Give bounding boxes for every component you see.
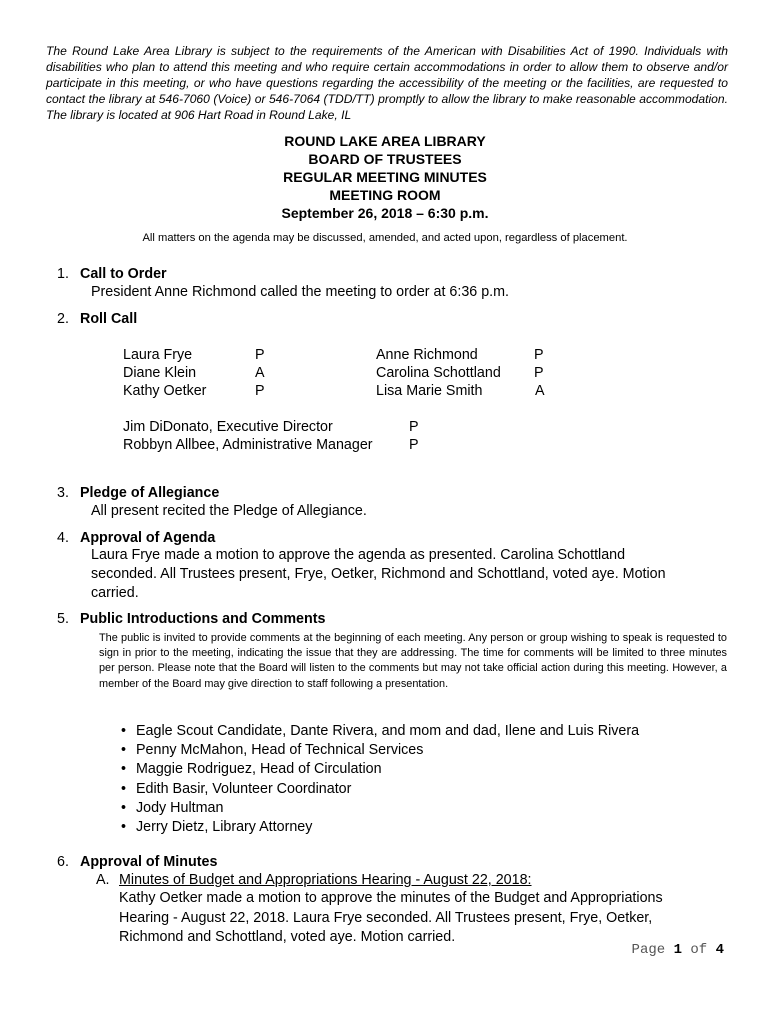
section-title-public-comments: Public Introductions and Comments: [80, 611, 326, 627]
section-title-pledge: Pledge of Allegiance: [80, 485, 220, 501]
list-item: • Jerry Dietz, Library Attorney: [121, 818, 313, 835]
roll-call-status: P: [409, 419, 419, 435]
agenda-motion-line: carried.: [91, 585, 139, 601]
agenda-motion-line: seconded. All Trustees present, Frye, Oetker, Richmond and Schottland, voted aye. Motion: [91, 566, 666, 582]
roll-call-status: P: [534, 347, 544, 363]
roll-call-status: A: [255, 365, 265, 381]
roll-call-status: P: [255, 347, 265, 363]
section-title-call-to-order: Call to Order: [80, 266, 167, 282]
roll-call-name: Kathy Oetker: [123, 383, 207, 399]
section-title-approval-of-minutes: Approval of Minutes: [80, 854, 218, 870]
roll-call-name: Carolina Schottland: [376, 365, 501, 381]
subsection-title: Minutes of Budget and Appropriations Hearing - August 22, 2018:: [119, 872, 532, 888]
ada-notice: The Round Lake Area Library is subject to the requirements of the American with Disabilities Act of 1990. Individuals with disabilities who plan to attend this meeting and who require certain accommodations in order to allow them to observe and/or participate in this meeting, or who have questions regarding the accessibility of the meeting or the facilities, are requested to contact the library at 546-7060 (Voice) or 546-7064 (TDD/TT) promptly to allow the library to make reasonable accommodation. The library is located at 906 Hart Road in Round Lake, IL: [46, 44, 728, 122]
minutes-motion-line: Richmond and Schottland, voted aye. Motion carried.: [119, 929, 456, 945]
section-number: 6.: [57, 854, 69, 870]
agenda-motion-line: Laura Frye made a motion to approve the agenda as presented. Carolina Schottland: [91, 547, 626, 563]
attendee-list: [121, 722, 639, 837]
roll-call-name: Diane Klein: [123, 365, 197, 381]
section-number: 2.: [57, 311, 69, 327]
section-number: 4.: [57, 530, 69, 546]
list-item: • Edith Basir, Volunteer Coordinator: [121, 780, 352, 797]
section-title-roll-call: Roll Call: [80, 311, 138, 327]
roll-call-status: P: [255, 383, 265, 399]
page-footer: [632, 942, 724, 958]
section-number: 5.: [57, 611, 69, 627]
page-word: Page: [631, 942, 666, 958]
public-comment-note: The public is invited to provide comments at the beginning of each meeting. Any person or group wishing to speak is requested to sign in prior to the meeting, indicating the issue that they are addressing. The time for comments will be limited to three minutes per person. Please note that the Board will listen to the comments but may not take official action during this meeting. However, a member of the Board may give direction to staff following a presentation.: [99, 632, 727, 690]
header-minutes-type: REGULAR MEETING MINUTES: [283, 169, 487, 185]
roll-call-status: A: [535, 383, 545, 399]
minutes-motion: [119, 889, 663, 948]
document-header: [0, 132, 770, 222]
section-number: 1.: [57, 266, 69, 282]
minutes-motion-line: Hearing - August 22, 2018. Laura Frye seconded. All Trustees present, Frye, Oetker,: [119, 909, 653, 926]
roll-call-name: Lisa Marie Smith: [376, 383, 483, 399]
roll-call-name: Anne Richmond: [376, 347, 478, 363]
pledge-text: All present recited the Pledge of Allegiance.: [91, 503, 367, 519]
header-library-name: ROUND LAKE AREA LIBRARY: [284, 133, 486, 149]
roll-call-staff-name: Jim DiDonato, Executive Director: [123, 419, 333, 435]
subsection-label: A.: [96, 872, 110, 888]
header-location: MEETING ROOM: [329, 187, 441, 203]
section-title-approval-of-agenda: Approval of Agenda: [80, 530, 216, 546]
list-item: • Jody Hultman: [121, 799, 224, 816]
page-number: 1: [673, 942, 682, 958]
list-item: • Eagle Scout Candidate, Dante Rivera, and mom and dad, Ilene and Luis Rivera: [121, 723, 640, 739]
page-total: 4: [715, 942, 724, 958]
roll-call-status: P: [409, 437, 419, 453]
agenda-note: All matters on the agenda may be discussed, amended, and acted upon, regardless of placement.: [142, 232, 628, 244]
roll-call-staff-name: Robbyn Allbee, Administrative Manager: [123, 437, 373, 453]
roll-call-name: Laura Frye: [123, 347, 193, 363]
minutes-motion-line: Kathy Oetker made a motion to approve the minutes of the Budget and Appropriations: [119, 890, 663, 906]
header-board: BOARD OF TRUSTEES: [308, 151, 462, 167]
roll-call-status: P: [534, 365, 544, 381]
header-date: September 26, 2018 – 6:30 p.m.: [281, 205, 489, 221]
call-to-order-text: President Anne Richmond called the meeting to order at 6:36 p.m.: [91, 284, 510, 300]
section-number: 3.: [57, 485, 69, 501]
of-word: of: [690, 942, 708, 958]
list-item: • Maggie Rodriguez, Head of Circulation: [121, 761, 382, 778]
list-item: • Penny McMahon, Head of Technical Services: [121, 742, 424, 759]
